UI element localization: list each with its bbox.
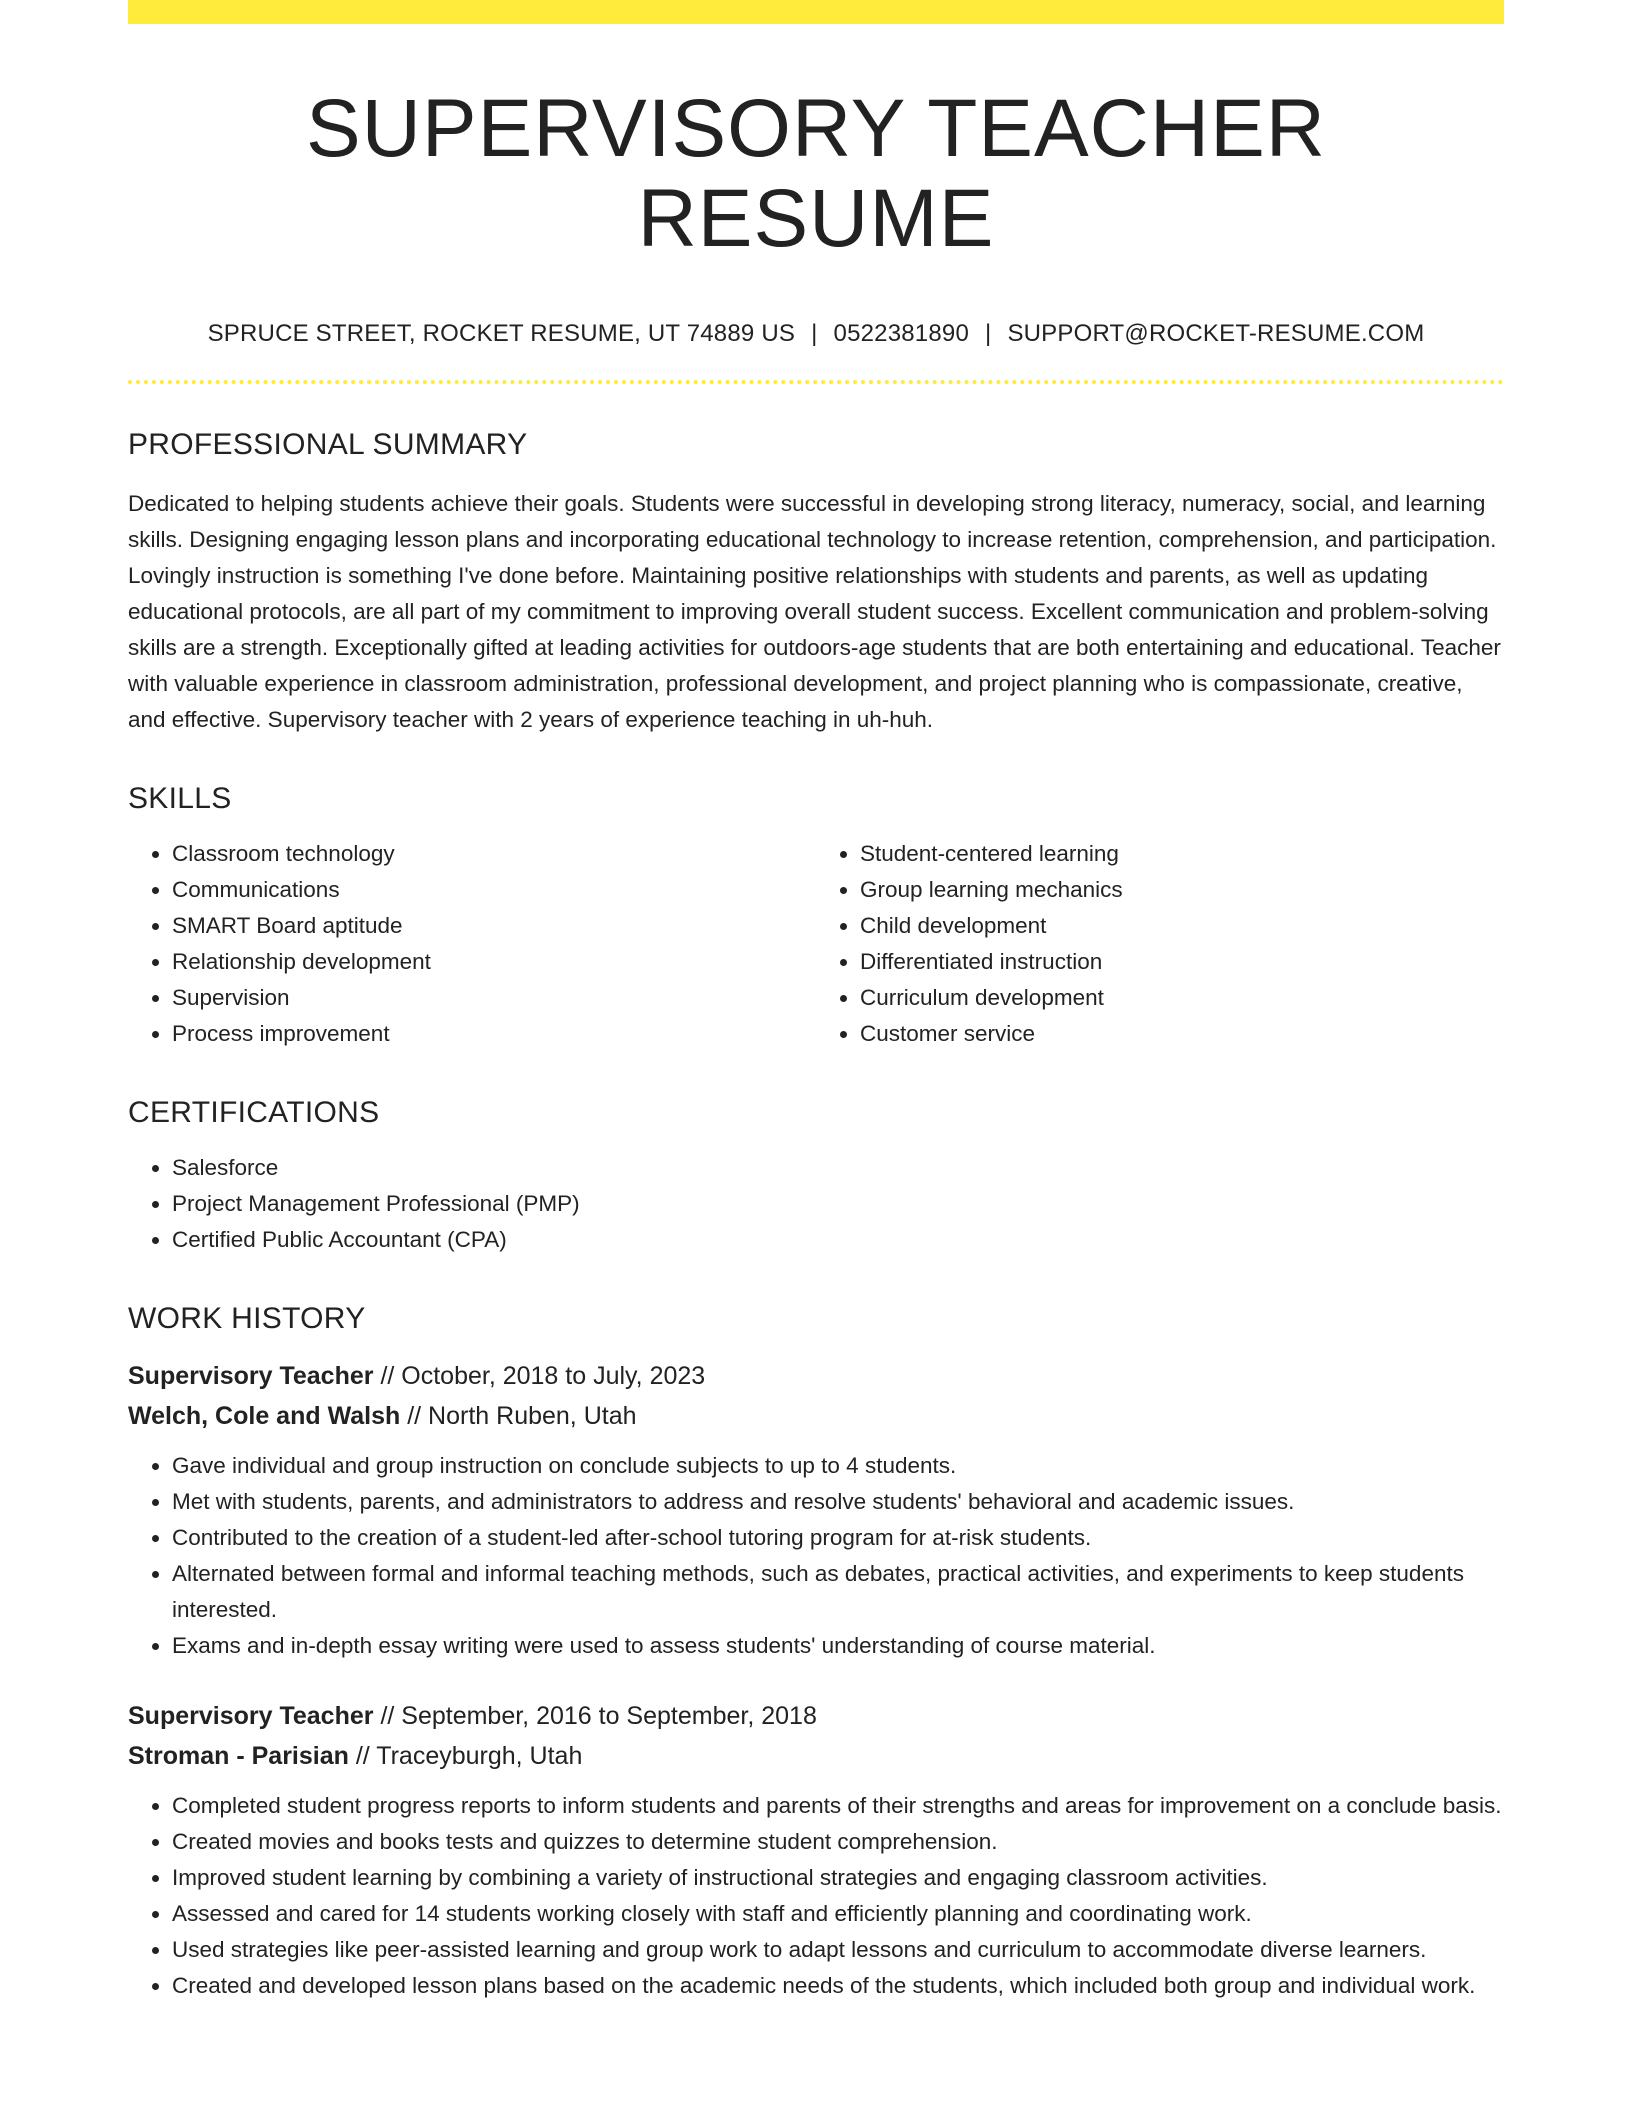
list-item: • Created movies and books tests and quizzes to determine student comprehension. [172,1824,1504,1860]
job-dates: // September, 2016 to September, 2018 [380,1702,817,1731]
list-item: • Met with students, parents, and administrators to address and resolve students' behavioral and academic issues. [172,1484,1504,1520]
job-company: Welch, Cole and Walsh [128,1402,401,1431]
job-entry [128,1696,1504,2004]
certifications-section [128,1096,1504,1258]
list-item: • Customer service [860,1016,1504,1052]
job-company: Stroman - Parisian [128,1742,349,1771]
skills-heading: SKILLS [128,782,232,816]
resume-page [128,0,1504,2004]
page-title: SUPERVISORY TEACHER RESUME [305,83,1327,265]
job-title-line [128,1696,1504,1736]
summary-heading: PROFESSIONAL SUMMARY [128,428,528,462]
list-item: • Relationship development [172,944,816,980]
contact-separator: | [811,320,818,348]
skills-list-right [816,836,1504,1052]
list-item: • Project Management Professional (PMP) [172,1186,1504,1222]
dotted-divider [128,380,1504,384]
job-company-line [128,1396,1504,1436]
work-history-heading: WORK HISTORY [128,1302,366,1336]
job-bullets [128,1788,1504,2004]
list-item: • Process improvement [172,1016,816,1052]
list-item: • Group learning mechanics [860,872,1504,908]
list-item: • Alternated between formal and informal teaching methods, such as debates, practical activities, and experiments to keep students interested. [172,1556,1504,1628]
accent-top-bar [128,0,1504,24]
list-item: • Differentiated instruction [860,944,1504,980]
summary-section [128,428,1504,738]
list-item: • Curriculum development [860,980,1504,1016]
list-item: • Student-centered learning [860,836,1504,872]
list-item: • Completed student progress reports to inform students and parents of their strengths and areas for improvement on a conclude basis. [172,1788,1504,1824]
list-item: • Child development [860,908,1504,944]
list-item: • Certified Public Accountant (CPA) [172,1222,1504,1258]
list-item: • SMART Board aptitude [172,908,816,944]
contact-separator: | [985,320,992,348]
skills-list-left [128,836,816,1052]
job-title-line [128,1356,1504,1396]
list-item: • Classroom technology [172,836,816,872]
list-item: • Assessed and cared for 14 students working closely with staff and efficiently planning and coordinating work. [172,1896,1504,1932]
job-location: // Traceyburgh, Utah [355,1742,583,1771]
list-item: • Salesforce [172,1150,1504,1186]
list-item: • Contributed to the creation of a student-led after-school tutoring program for at-risk students. [172,1520,1504,1556]
work-history-section [128,1302,1504,2004]
job-title: Supervisory Teacher [128,1702,374,1731]
job-dates: // October, 2018 to July, 2023 [380,1362,706,1391]
list-item: • Improved student learning by combining a variety of instructional strategies and engaging classroom activities. [172,1860,1504,1896]
contact-line [128,320,1504,348]
job-location: // North Ruben, Utah [407,1402,637,1431]
skills-columns [128,836,1504,1052]
skills-section [128,782,1504,1052]
job-title: Supervisory Teacher [128,1362,374,1391]
contact-email: SUPPORT@ROCKET-RESUME.COM [1007,320,1425,348]
list-item: • Used strategies like peer-assisted learning and group work to adapt lessons and curriculum to accommodate diverse learners. [172,1932,1504,1968]
list-item: • Created and developed lesson plans based on the academic needs of the students, which included both group and individual work. [172,1968,1504,2004]
job-bullets [128,1448,1504,1664]
job-company-line [128,1736,1504,1776]
list-item: • Communications [172,872,816,908]
contact-phone: 0522381890 [833,320,969,348]
certifications-list [128,1150,1504,1258]
job-entry [128,1356,1504,1664]
list-item: • Gave individual and group instruction on conclude subjects to up to 4 students. [172,1448,1504,1484]
certifications-heading: CERTIFICATIONS [128,1096,380,1130]
list-item: • Exams and in-depth essay writing were used to assess students' understanding of course material. [172,1628,1504,1664]
contact-address: SPRUCE STREET, ROCKET RESUME, UT 74889 US [207,320,796,348]
summary-text: Dedicated to helping students achieve their goals. Students were successful in developing strong literacy, numeracy, social, and learning skills. Designing engaging lesson plans and incorporating educational technology to increase retention, comprehension, and participation. Lovingly instruction is something I've done before. Maintaining positive relationships with students and parents, as well as updating educational protocols, are all part of my commitment to improving overall student success. Excellent communication and problem-solving skills are a strength. Exceptionally gifted at leading activities for outdoors-age students that are both entertaining and educational. Teacher with valuable experience in classroom administration, professional development, and project planning who is compassionate, creative, and effective. Supervisory teacher with 2 years of experience teaching in uh-huh. [128,491,1501,733]
list-item: • Supervision [172,980,816,1016]
